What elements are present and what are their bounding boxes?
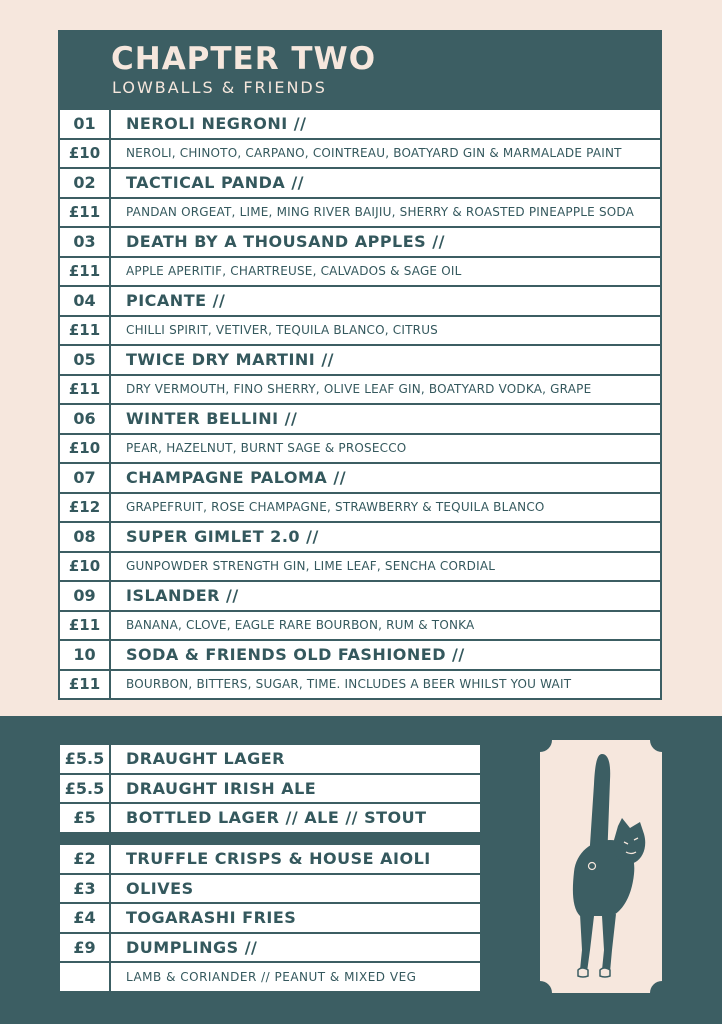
cocktail-price: £11 xyxy=(60,671,111,699)
stretching-cat-icon xyxy=(540,740,662,993)
snacks-table xyxy=(58,843,482,993)
drink-row xyxy=(60,804,480,832)
drink-row xyxy=(60,775,480,805)
cocktail-detail-row xyxy=(60,671,660,701)
cat-illustration-card xyxy=(540,740,662,993)
cocktail-number: 04 xyxy=(60,287,111,315)
snack-row xyxy=(60,904,480,934)
cocktail-number: 05 xyxy=(60,346,111,374)
cocktail-price: £11 xyxy=(60,199,111,227)
snack-row xyxy=(60,845,480,875)
cocktail-name-row xyxy=(60,110,660,140)
cocktail-name-row xyxy=(60,641,660,671)
cocktail-name: DEATH BY A THOUSAND APPLES // xyxy=(126,232,445,252)
cocktail-menu xyxy=(58,30,662,700)
cocktail-name: WINTER BELLINI // xyxy=(126,409,298,429)
cocktail-ingredients: BOURBON, BITTERS, SUGAR, TIME. INCLUDES A BEER WHILST YOU WAIT xyxy=(126,677,572,692)
snack-price: £4 xyxy=(60,904,111,932)
cocktail-name: ISLANDER // xyxy=(126,586,239,606)
cocktail-price: £11 xyxy=(60,258,111,286)
cocktail-detail-row xyxy=(60,140,660,170)
cocktail-detail-row xyxy=(60,494,660,524)
cocktail-price: £10 xyxy=(60,553,111,581)
cocktail-name-row xyxy=(60,464,660,494)
drink-name: DRAUGHT IRISH ALE xyxy=(126,778,317,798)
snack-name: TOGARASHI FRIES xyxy=(126,908,297,928)
cocktail-price: £10 xyxy=(60,140,111,168)
cocktail-name: TACTICAL PANDA // xyxy=(126,173,305,193)
dumpling-options: LAMB & CORIANDER // PEANUT & MIXED VEG xyxy=(126,969,417,984)
empty-price-cell xyxy=(60,963,111,991)
cocktail-ingredients: BANANA, CLOVE, EAGLE RARE BOURBON, RUM & TONKA xyxy=(126,618,475,633)
drink-name: BOTTLED LAGER // ALE // STOUT xyxy=(126,808,427,828)
cocktail-detail-row xyxy=(60,435,660,465)
cocktail-ingredients: NEROLI, CHINOTO, CARPANO, COINTREAU, BOATYARD GIN & MARMALADE PAINT xyxy=(126,146,622,161)
cocktail-ingredients: APPLE APERITIF, CHARTREUSE, CALVADOS & SAGE OIL xyxy=(126,264,462,279)
cocktail-name: NEROLI NEGRONI // xyxy=(126,114,307,134)
snack-name: TRUFFLE CRISPS & HOUSE AIOLI xyxy=(126,849,431,869)
cocktail-name-row xyxy=(60,405,660,435)
cocktail-number: 06 xyxy=(60,405,111,433)
cocktail-price: £11 xyxy=(60,612,111,640)
cocktail-detail-row xyxy=(60,258,660,288)
snack-price: £9 xyxy=(60,934,111,962)
cocktail-ingredients: DRY VERMOUTH, FINO SHERRY, OLIVE LEAF GIN, BOATYARD VODKA, GRAPE xyxy=(126,382,592,397)
cocktail-name-row xyxy=(60,346,660,376)
cocktail-name-row xyxy=(60,228,660,258)
cocktail-price: £11 xyxy=(60,317,111,345)
cocktail-number: 02 xyxy=(60,169,111,197)
cocktail-ingredients: CHILLI SPIRIT, VETIVER, TEQUILA BLANCO, CITRUS xyxy=(126,323,438,338)
dumpling-options-row xyxy=(60,963,480,991)
cocktail-price: £12 xyxy=(60,494,111,522)
drink-price: £5 xyxy=(60,804,111,832)
cocktail-ingredients: PEAR, HAZELNUT, BURNT SAGE & PROSECCO xyxy=(126,441,407,456)
cocktail-name-row xyxy=(60,582,660,612)
cocktail-name-row xyxy=(60,523,660,553)
cocktail-detail-row xyxy=(60,553,660,583)
cocktail-ingredients: PANDAN ORGEAT, LIME, MING RIVER BAIJIU, SHERRY & ROASTED PINEAPPLE SODA xyxy=(126,205,635,220)
cocktail-detail-row xyxy=(60,376,660,406)
drinks-table xyxy=(58,743,482,834)
snack-row xyxy=(60,875,480,905)
cocktail-name: TWICE DRY MARTINI // xyxy=(126,350,335,370)
menu-header xyxy=(58,30,662,110)
cocktail-number: 10 xyxy=(60,641,111,669)
cocktail-ingredients: GUNPOWDER STRENGTH GIN, LIME LEAF, SENCHA CORDIAL xyxy=(126,559,496,574)
cocktail-name: SUPER GIMLET 2.0 // xyxy=(126,527,319,547)
drink-name: DRAUGHT LAGER xyxy=(126,749,285,769)
cocktail-detail-row xyxy=(60,199,660,229)
snack-name: OLIVES xyxy=(126,878,194,898)
snack-row xyxy=(60,934,480,964)
cocktail-detail-row xyxy=(60,317,660,347)
cocktail-table xyxy=(58,110,662,700)
snack-name: DUMPLINGS // xyxy=(126,937,258,957)
cocktail-name-row xyxy=(60,287,660,317)
cocktail-detail-row xyxy=(60,612,660,642)
drink-price: £5.5 xyxy=(60,745,111,773)
cocktail-number: 03 xyxy=(60,228,111,256)
cocktail-ingredients: GRAPEFRUIT, ROSE CHAMPAGNE, STRAWBERRY & TEQUILA BLANCO xyxy=(126,500,545,515)
cocktail-name-row xyxy=(60,169,660,199)
drink-price: £5.5 xyxy=(60,775,111,803)
drink-row xyxy=(60,745,480,775)
snack-price: £2 xyxy=(60,845,111,873)
cocktail-price: £11 xyxy=(60,376,111,404)
cocktail-name: PICANTE // xyxy=(126,291,226,311)
cocktail-number: 09 xyxy=(60,582,111,610)
cocktail-number: 08 xyxy=(60,523,111,551)
cocktail-price: £10 xyxy=(60,435,111,463)
menu-title: CHAPTER TWO xyxy=(111,41,377,77)
cocktail-number: 07 xyxy=(60,464,111,492)
cocktail-number: 01 xyxy=(60,110,111,138)
snack-price: £3 xyxy=(60,875,111,903)
menu-subtitle: LOWBALLS & FRIENDS xyxy=(112,78,327,97)
cocktail-name: SODA & FRIENDS OLD FASHIONED // xyxy=(126,645,465,665)
cocktail-name: CHAMPAGNE PALOMA // xyxy=(126,468,347,488)
